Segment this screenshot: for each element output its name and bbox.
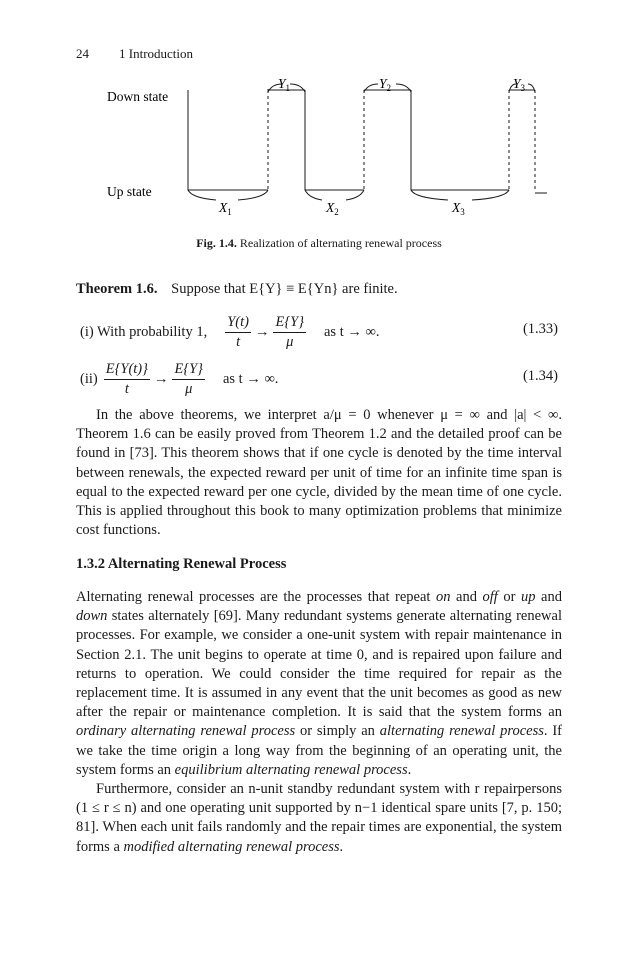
eq2-fraction-right: $\frac{E\{Y\}}{\mu}$ (174, 360, 203, 397)
label-y2: $Y_2$ (379, 76, 392, 93)
figure-caption-label: Fig. 1.4. (196, 236, 237, 250)
eq2-fraction-left: $\frac{E\{Y(t)\}}{t}$ (105, 360, 148, 397)
theorem-text: Suppose that E{Y} ≡ E{Yn} are finite. (171, 281, 398, 297)
brace-x3 (411, 190, 509, 200)
eq1-fraction-right: $\frac{E\{Y\}}{\mu}$ (275, 313, 304, 350)
paragraph-standby-system: Furthermore, consider an n-unit standby redundant system with r repairpersons (1 ≤ r ≤ n) and one operating unit supported by n−1 identical spare units [7, p. 150; 81]. When each unit fails randomly and the repair times are exponential, the system forms a modified alternating renewal process. (76, 781, 562, 855)
waveform-line (188, 89, 535, 190)
paragraph-alternating-renewal: Alternating renewal processes are the processes that repeat on and off or up and down states alternately [69]. Many redundant systems generate alternating renewal processes. For example, we consider a one-unit system with repair maintenance in Section 2.1. The unit begins to operate at time 0, and is repaired upon failure and returns to operation. We could consider the time required for repair as the replacement time. It is assumed in any event that the unit becomes as good as new after the repair or maintenance completion. It is said that the system forms an ordinary alternating renewal process or simply an alternating renewal process. If we take the time origin a long way from the beginning of an operating unit, the system forms an equilibrium alternating renewal process. Furthermore, consider an n-unit standby redundant system with r repairpersons (1 ≤ r ≤ n) and one operating unit supported by n−1 identical spare units [7, p. 150; 81]. When each unit fails randomly and the repair times are exponential, the system forms a modified alternating renewal process. (76, 588, 562, 857)
label-y3: $Y_3$ (513, 76, 526, 93)
down-state-label: Down state (107, 89, 169, 104)
figure-caption (0, 236, 638, 251)
brace-x2 (305, 190, 364, 200)
paragraph-theorem-discussion: In the above theorems, we interpret a/μ = 0 whenever μ = ∞ and |a| < ∞. Theorem 1.6 can be easily proved from Theorem 1.2 and the detailed proof can be found in [73]. This theorem shows that if one cycle is denoted by the time interval between renewals, the expected reward per unit of time for an infinite time span is equal to the expected reward per one cycle, divided by the mean time of one cycle. This is applied throughout this book to many optimization problems that minimize cost functions. (76, 407, 562, 539)
theorem-title: Theorem 1.6. (76, 281, 158, 297)
section-heading: 1.3.2 Alternating Renewal Process (76, 556, 287, 572)
running-title: 1 Introduction (119, 46, 194, 61)
label-x3: $X_3$ (452, 200, 465, 217)
label-x1: $X_1$ (219, 200, 232, 217)
eq1-item: (i) With probability 1, (80, 323, 208, 340)
eq1-arrow: → (254, 323, 270, 340)
equation-1-33 (80, 312, 379, 352)
eq2-item: (ii) (80, 370, 98, 387)
brace-x1 (188, 190, 268, 200)
equation-1-34 (80, 359, 278, 399)
page-number: 24 (76, 46, 89, 61)
dashed-transitions (268, 90, 535, 190)
eq2-condition: as t → ∞. (222, 370, 279, 387)
eq1-condition: as t → ∞. (324, 323, 380, 340)
eq2-arrow: → (153, 370, 169, 387)
eq2-number: (1.34) (522, 368, 558, 384)
theorem-statement (76, 281, 398, 298)
eq1-number: (1.33) (522, 321, 558, 337)
label-x2: $X_2$ (326, 200, 339, 217)
up-state-label: Up state (107, 184, 152, 199)
figure-caption-text: Realization of alternating renewal process (239, 236, 442, 250)
renewal-process-figure (0, 70, 638, 220)
label-y1: $Y_1$ (278, 76, 291, 93)
eq1-fraction-left: $\frac{Y(t)}{t}$ (227, 313, 249, 350)
